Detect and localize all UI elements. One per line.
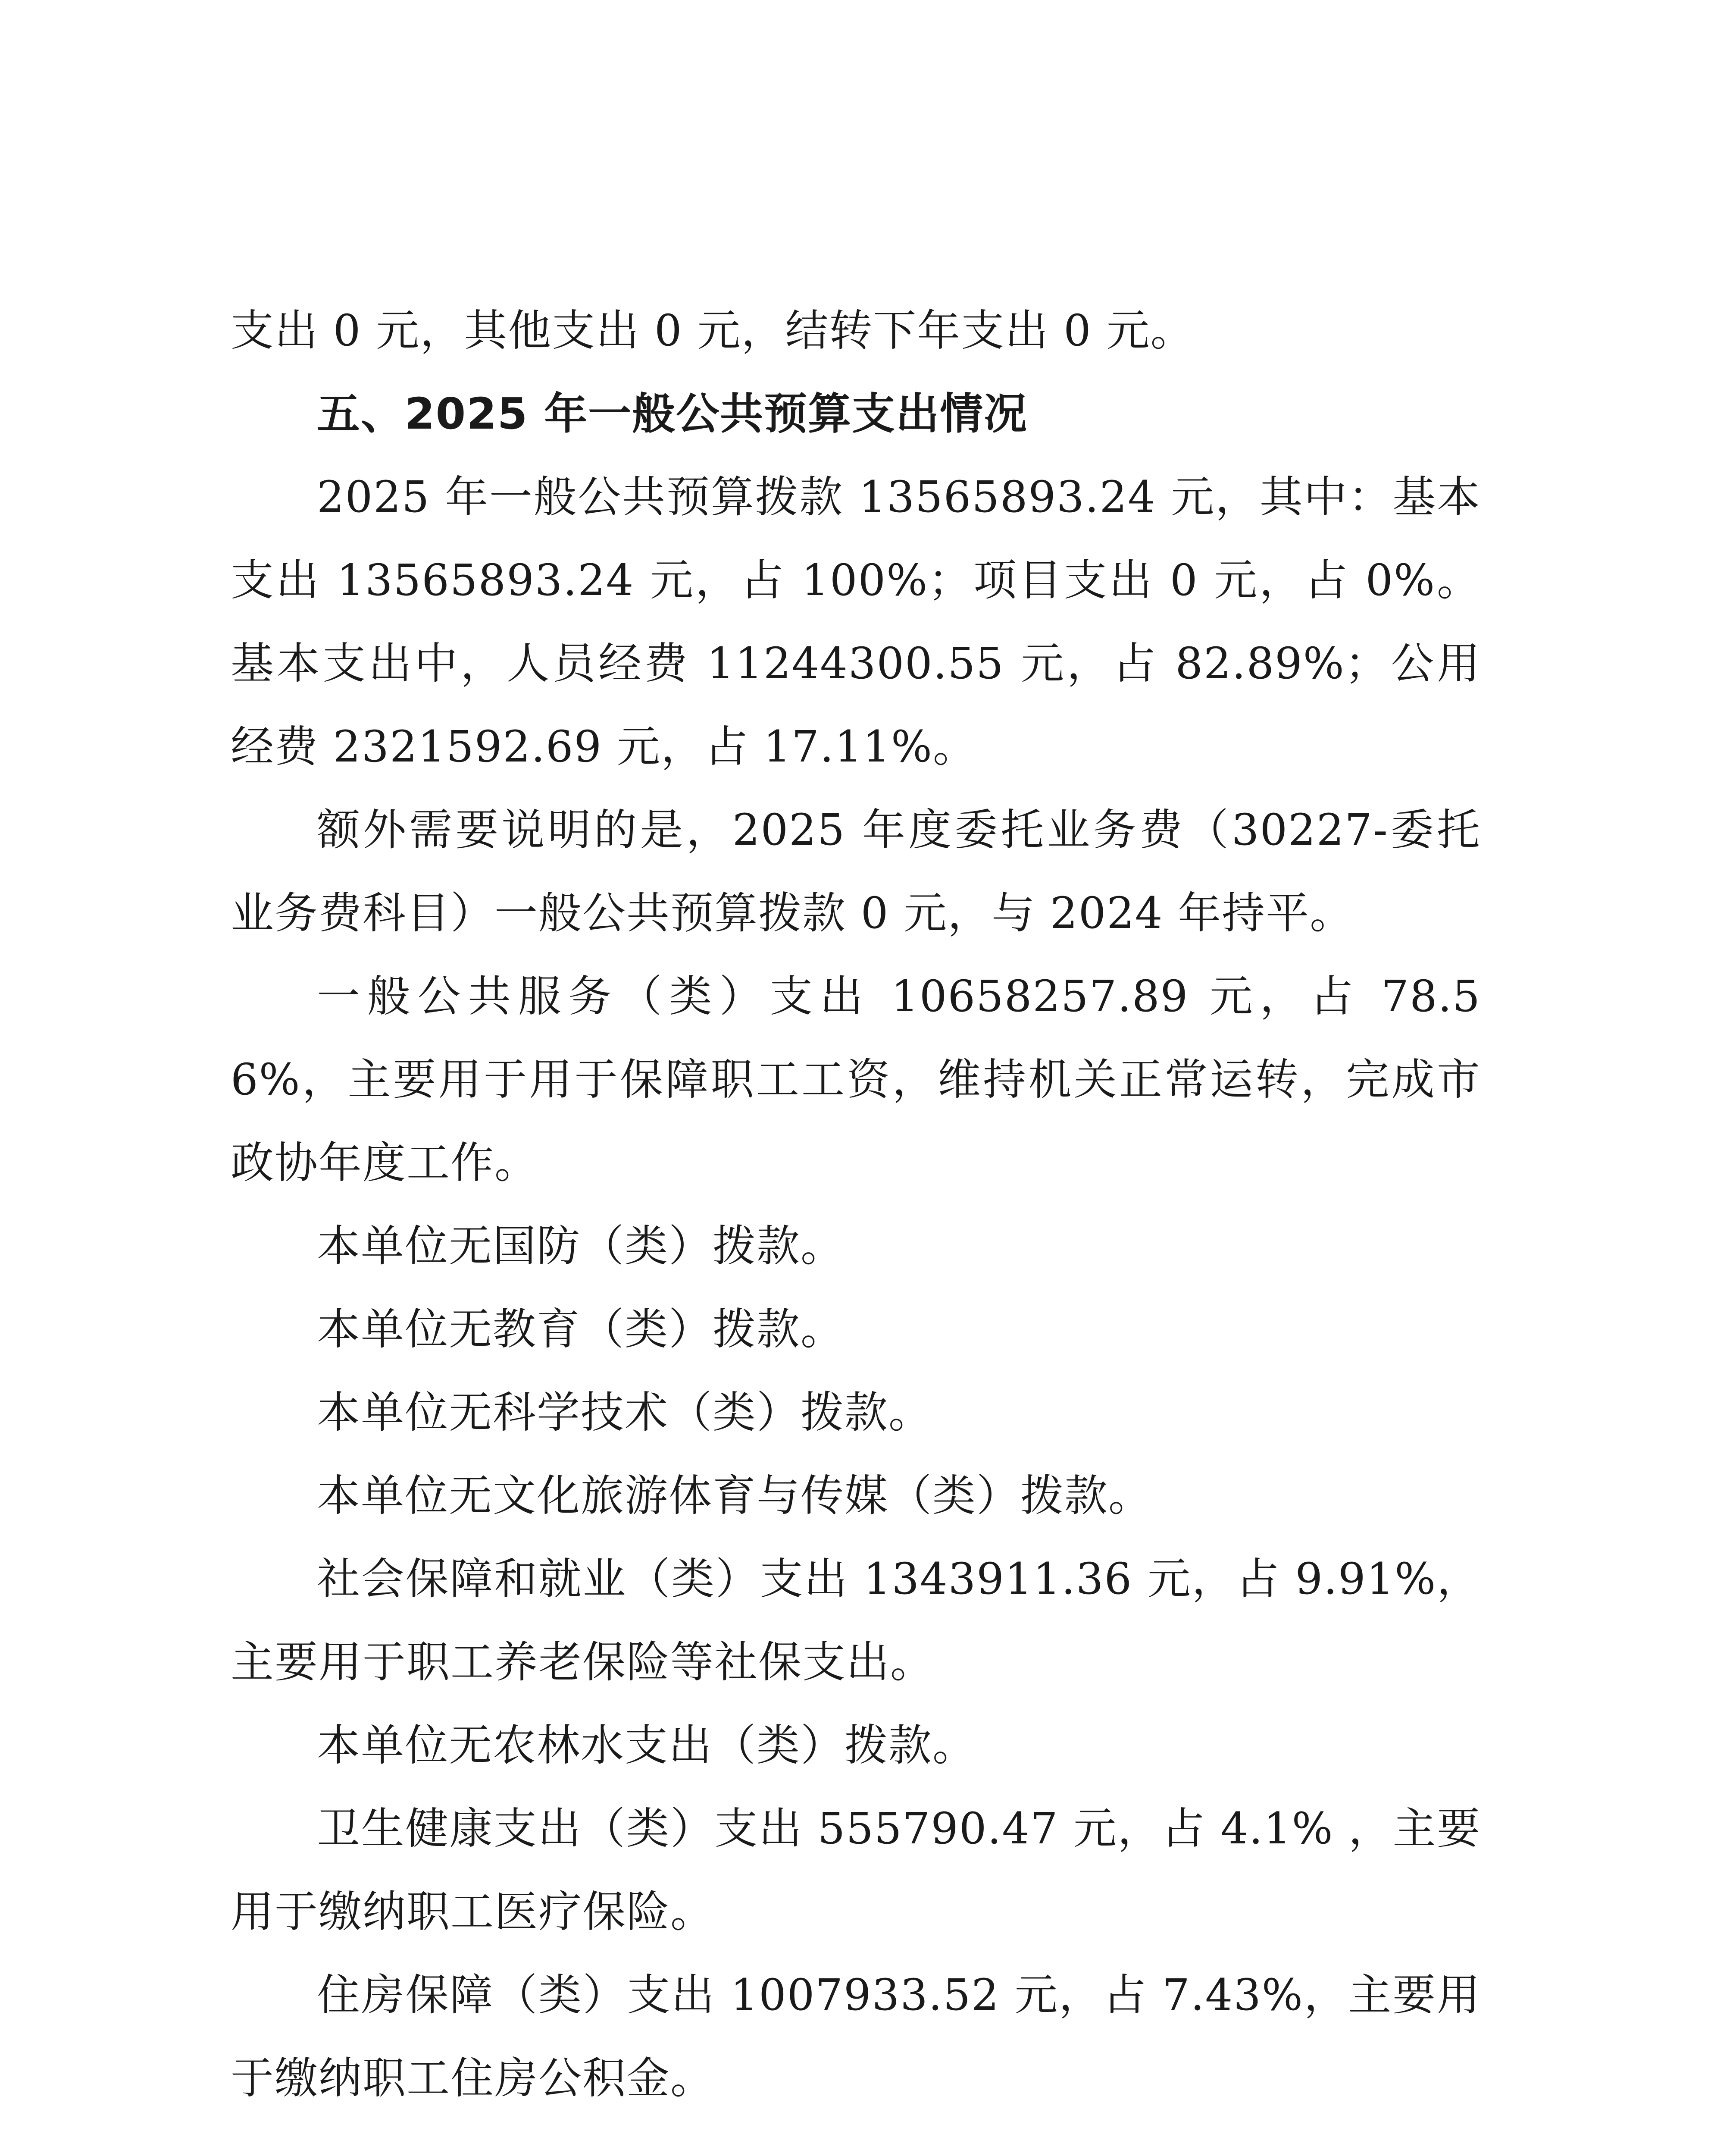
paragraph-continuation: 支出 0 元，其他支出 0 元，结转下年支出 0 元。 [231, 305, 1195, 356]
paragraph-social-security: 社会保障和就业（类）支出 1343911.36 元，占 9.91%，主要用于职工养老保险等社保支出。 [231, 1554, 1481, 1687]
paragraph-agriculture: 本单位无农林水支出（类）拨款。 [317, 1720, 976, 1771]
paragraph-public-services: 一般公共服务（类）支出 10658257.89 元，占 78.56%，主要用于用于保障职工工资，维持机关正常运转，完成市政协年度工作。 [231, 971, 1481, 1188]
document-body [231, 289, 1481, 2120]
paragraph-science: 本单位无科学技术（类）拨款。 [317, 1387, 932, 1438]
section-heading: 五、2025 年一般公共预算支出情况 [317, 389, 1028, 439]
paragraph-education: 本单位无教育（类）拨款。 [317, 1304, 845, 1354]
paragraph-culture: 本单位无文化旅游体育与传媒（类）拨款。 [317, 1470, 1152, 1521]
paragraph-housing: 住房保障（类）支出 1007933.52 元，占 7.43%，主要用于缴纳职工住房公积金。 [231, 1970, 1481, 2103]
paragraph-health: 卫生健康支出（类）支出 555790.47 元，占 4.1% ，主要用于缴纳职工医疗保险。 [231, 1803, 1481, 1937]
paragraph-commission-fee: 额外需要说明的是，2025 年度委托业务费（30227-委托业务费科目）一般公共预算拨款 0 元，与 2024 年持平。 [231, 805, 1481, 938]
paragraph-national-defense: 本单位无国防（类）拨款。 [317, 1221, 845, 1271]
paragraph-budget-summary: 2025 年一般公共预算拨款 13565893.24 元，其中：基本支出 13565893.24 元，占 100%；项目支出 0 元，占 0%。基本支出中，人员经费 11244300.55 元，占 82.89%；公用经费 2321592.69 元，占 17.11%。 [231, 472, 1481, 772]
